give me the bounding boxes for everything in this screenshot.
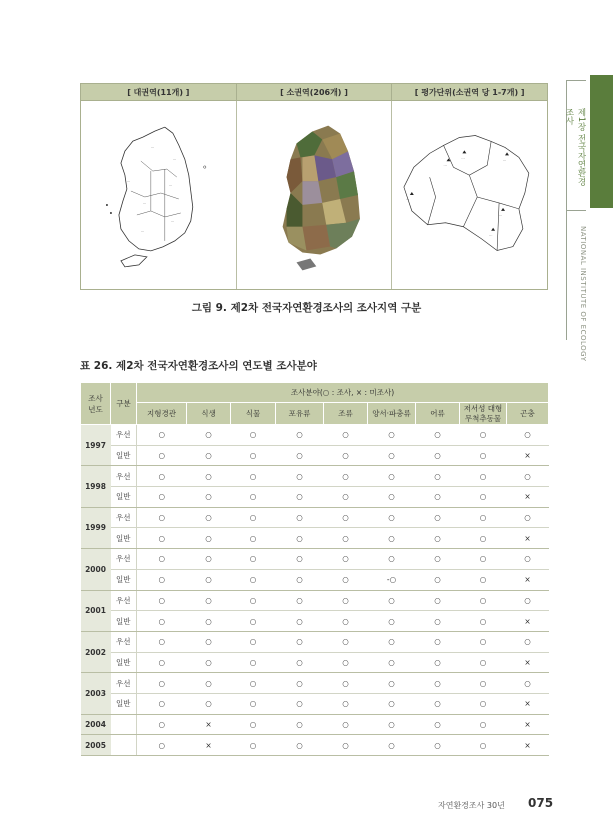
value-cell: × — [187, 714, 231, 735]
value-cell: ○ — [324, 714, 368, 735]
value-cell: ○ — [416, 673, 460, 694]
value-cell: ○ — [416, 487, 460, 508]
map-label: ··· — [126, 180, 131, 185]
value-cell: ○ — [187, 693, 231, 714]
value-cell: ○ — [276, 611, 324, 632]
value-cell: ○ — [137, 673, 187, 694]
kind-cell: 일반 — [111, 445, 137, 466]
value-cell: ○ — [276, 528, 324, 549]
value-cell: ○ — [137, 693, 187, 714]
table-row — [81, 590, 549, 611]
value-cell: ○ — [231, 652, 276, 673]
value-cell: ○ — [324, 693, 368, 714]
kind-cell: 우선 — [111, 507, 137, 528]
value-cell: ○ — [416, 735, 460, 756]
figure-header-row — [81, 84, 547, 101]
table-row — [81, 466, 549, 487]
value-cell: ○ — [368, 445, 416, 466]
value-cell: ○ — [276, 714, 324, 735]
value-cell: ○ — [416, 590, 460, 611]
value-cell: × — [507, 735, 549, 756]
small-basin-map-drawing — [237, 101, 392, 289]
value-cell: ○ — [137, 652, 187, 673]
value-cell: ○ — [231, 611, 276, 632]
map-label: ··· — [150, 146, 155, 151]
value-cell: ○ — [187, 528, 231, 549]
value-cell: ○ — [460, 735, 507, 756]
kind-cell: 일반 — [111, 487, 137, 508]
map-label: ··· — [170, 219, 175, 224]
kind-cell — [111, 714, 137, 735]
value-cell: ○ — [507, 466, 549, 487]
kind-cell: 우선 — [111, 631, 137, 652]
eval-unit-map-drawing — [392, 101, 547, 289]
kind-cell: 우선 — [111, 466, 137, 487]
value-cell: ○ — [187, 569, 231, 590]
value-cell: ○ — [368, 714, 416, 735]
value-cell: ○ — [137, 631, 187, 652]
value-cell: ○ — [460, 549, 507, 570]
value-cell: ○ — [460, 590, 507, 611]
value-cell: -○ — [368, 569, 416, 590]
value-cell: ○ — [368, 652, 416, 673]
value-cell: ○ — [324, 549, 368, 570]
kind-cell: 우선 — [111, 549, 137, 570]
year-cell: 2002 — [81, 631, 111, 672]
value-cell: ○ — [324, 673, 368, 694]
value-cell: ○ — [368, 466, 416, 487]
value-cell: ○ — [507, 590, 549, 611]
field-header: 포유류 — [276, 403, 324, 425]
value-cell: ○ — [507, 549, 549, 570]
year-cell: 2000 — [81, 549, 111, 590]
value-cell: ○ — [187, 549, 231, 570]
year-cell: 2003 — [81, 673, 111, 714]
table-row — [81, 569, 549, 590]
value-cell: ○ — [231, 735, 276, 756]
value-cell: ○ — [276, 487, 324, 508]
map-label: ··· — [406, 197, 410, 202]
value-cell: ○ — [460, 631, 507, 652]
value-cell: ○ — [231, 487, 276, 508]
value-cell: ○ — [231, 445, 276, 466]
value-cell: × — [187, 735, 231, 756]
field-group-header: 조사분야(○ : 조사, × : 미조사) — [137, 383, 549, 403]
year-cell: 1999 — [81, 507, 111, 548]
value-cell: ○ — [187, 445, 231, 466]
value-cell: ○ — [416, 466, 460, 487]
value-cell: ○ — [416, 569, 460, 590]
value-cell: ○ — [507, 425, 549, 446]
year-cell: 2001 — [81, 590, 111, 631]
value-cell: ○ — [276, 466, 324, 487]
value-cell: ○ — [460, 611, 507, 632]
table-row — [81, 549, 549, 570]
table-row — [81, 693, 549, 714]
page-number: 075 — [528, 796, 554, 810]
map-label: ··· — [489, 233, 493, 238]
value-cell: ○ — [276, 549, 324, 570]
kind-column-header: 구분 — [111, 383, 137, 425]
table-row — [81, 445, 549, 466]
value-cell: ○ — [137, 528, 187, 549]
figure-header-small-basin: [ 소권역(206개) ] — [236, 84, 392, 100]
value-cell: ○ — [276, 693, 324, 714]
kind-cell: 우선 — [111, 673, 137, 694]
value-cell: ○ — [187, 487, 231, 508]
kind-cell: 일반 — [111, 652, 137, 673]
field-header: 식생 — [187, 403, 231, 425]
value-cell: ○ — [187, 673, 231, 694]
value-cell: ○ — [460, 507, 507, 528]
field-header: 조류 — [324, 403, 368, 425]
value-cell: ○ — [187, 425, 231, 446]
value-cell: ○ — [416, 549, 460, 570]
value-cell: ○ — [231, 631, 276, 652]
value-cell: ○ — [137, 487, 187, 508]
value-cell: ○ — [137, 425, 187, 446]
value-cell: ○ — [368, 693, 416, 714]
value-cell: ○ — [460, 652, 507, 673]
value-cell: ○ — [276, 673, 324, 694]
value-cell: ○ — [231, 549, 276, 570]
table-row — [81, 673, 549, 694]
value-cell: ○ — [324, 652, 368, 673]
table-row — [81, 611, 549, 632]
value-cell: ○ — [368, 735, 416, 756]
value-cell: ○ — [416, 611, 460, 632]
institute-label: NATIONAL INSTITUTE OF ECOLOGY — [579, 226, 587, 362]
value-cell: ○ — [276, 507, 324, 528]
value-cell: ○ — [231, 569, 276, 590]
value-cell: ○ — [231, 673, 276, 694]
eval-unit-map — [391, 101, 547, 289]
kind-cell: 일반 — [111, 611, 137, 632]
year-cell: 1997 — [81, 425, 111, 466]
value-cell: ○ — [416, 507, 460, 528]
value-cell: ○ — [187, 466, 231, 487]
value-cell: × — [507, 445, 549, 466]
value-cell: ○ — [276, 569, 324, 590]
table-row — [81, 735, 549, 756]
value-cell: ○ — [416, 528, 460, 549]
value-cell: ○ — [368, 673, 416, 694]
table-row — [81, 714, 549, 735]
value-cell: ○ — [137, 714, 187, 735]
value-cell: ○ — [137, 507, 187, 528]
value-cell: ○ — [416, 631, 460, 652]
map-label: ··· — [499, 213, 503, 218]
table-row — [81, 487, 549, 508]
value-cell: ○ — [231, 528, 276, 549]
value-cell: ○ — [276, 652, 324, 673]
value-cell: ○ — [276, 735, 324, 756]
map-label: ··· — [140, 229, 145, 234]
value-cell: ○ — [368, 590, 416, 611]
value-cell: ○ — [324, 507, 368, 528]
value-cell: ○ — [324, 569, 368, 590]
map-label: ··· — [172, 158, 177, 163]
value-cell: ○ — [324, 445, 368, 466]
value-cell: × — [507, 611, 549, 632]
kind-cell: 우선 — [111, 425, 137, 446]
value-cell: ○ — [187, 507, 231, 528]
value-cell: ○ — [231, 693, 276, 714]
value-cell: ○ — [368, 425, 416, 446]
value-cell: × — [507, 652, 549, 673]
large-basin-map-drawing — [81, 101, 236, 289]
value-cell: ○ — [324, 466, 368, 487]
value-cell: ○ — [324, 735, 368, 756]
value-cell: ○ — [276, 425, 324, 446]
value-cell: × — [507, 569, 549, 590]
value-cell: ○ — [324, 425, 368, 446]
map-label: ··· — [443, 164, 448, 169]
value-cell: ○ — [187, 652, 231, 673]
field-header: 식물 — [231, 403, 276, 425]
value-cell: ○ — [460, 693, 507, 714]
value-cell: ○ — [460, 425, 507, 446]
table-row — [81, 507, 549, 528]
kind-cell — [111, 735, 137, 756]
value-cell: ○ — [137, 466, 187, 487]
kind-cell: 일반 — [111, 569, 137, 590]
value-cell: ○ — [187, 611, 231, 632]
value-cell: ○ — [460, 487, 507, 508]
survey-table — [80, 382, 549, 756]
field-header: 곤충 — [507, 403, 549, 425]
field-header: 저서성 대형 무척추동물 — [460, 403, 507, 425]
value-cell: ○ — [507, 631, 549, 652]
value-cell: ○ — [416, 693, 460, 714]
value-cell: ○ — [137, 569, 187, 590]
value-cell: ○ — [187, 590, 231, 611]
field-header: 어류 — [416, 403, 460, 425]
value-cell: × — [507, 693, 549, 714]
value-cell: ○ — [368, 631, 416, 652]
value-cell: ○ — [460, 445, 507, 466]
table-row — [81, 631, 549, 652]
chapter-tab — [590, 75, 613, 208]
map-label: ··· — [503, 158, 507, 163]
table-row — [81, 528, 549, 549]
value-cell: ○ — [137, 590, 187, 611]
map-label: ··· — [142, 201, 147, 206]
value-cell: ○ — [460, 466, 507, 487]
kind-cell: 일반 — [111, 528, 137, 549]
table-row — [81, 425, 549, 446]
year-cell: 1998 — [81, 466, 111, 507]
small-basin-map — [236, 101, 392, 289]
table-title: 표 26. 제2차 전국자연환경조사의 연도별 조사분야 — [80, 360, 317, 372]
value-cell: × — [507, 487, 549, 508]
value-cell: ○ — [368, 507, 416, 528]
kind-cell: 우선 — [111, 590, 137, 611]
value-cell: ○ — [137, 549, 187, 570]
field-header: 지형경관 — [137, 403, 187, 425]
value-cell: ○ — [187, 631, 231, 652]
table-row — [81, 652, 549, 673]
value-cell: ○ — [231, 714, 276, 735]
figure-header-large-basin: [ 대권역(11개) ] — [127, 88, 190, 97]
value-cell: ○ — [460, 569, 507, 590]
value-cell: ○ — [460, 714, 507, 735]
value-cell: ○ — [276, 445, 324, 466]
value-cell: ○ — [507, 507, 549, 528]
map-label: ··· — [168, 184, 173, 189]
large-basin-map — [81, 101, 236, 289]
value-cell: ○ — [137, 611, 187, 632]
figure-panel — [80, 83, 548, 290]
value-cell: ○ — [416, 652, 460, 673]
value-cell: ○ — [324, 611, 368, 632]
side-divider-cap — [566, 80, 586, 81]
value-cell: ○ — [324, 487, 368, 508]
year-column-header: 조사 년도 — [81, 383, 111, 425]
side-divider-mark — [566, 210, 586, 211]
value-cell: ○ — [231, 425, 276, 446]
value-cell: ○ — [460, 528, 507, 549]
value-cell: ○ — [416, 714, 460, 735]
field-header: 양서·파충류 — [368, 403, 416, 425]
value-cell: ○ — [137, 445, 187, 466]
value-cell: ○ — [416, 425, 460, 446]
value-cell: ○ — [231, 590, 276, 611]
value-cell: ○ — [416, 445, 460, 466]
value-cell: ○ — [231, 507, 276, 528]
value-cell: ○ — [368, 487, 416, 508]
value-cell: ○ — [276, 631, 324, 652]
figure-header-eval-unit: [ 평가단위(소권역 당 1-7개) ] — [391, 84, 547, 100]
value-cell: ○ — [324, 528, 368, 549]
value-cell: ○ — [324, 631, 368, 652]
value-cell: ○ — [231, 466, 276, 487]
map-label: ··· — [461, 156, 466, 161]
value-cell: × — [507, 714, 549, 735]
value-cell: ○ — [368, 611, 416, 632]
value-cell: ○ — [137, 735, 187, 756]
year-cell: 2004 — [81, 714, 111, 735]
value-cell: ○ — [507, 673, 549, 694]
value-cell: × — [507, 528, 549, 549]
value-cell: ○ — [276, 590, 324, 611]
value-cell: ○ — [368, 549, 416, 570]
value-cell: ○ — [368, 528, 416, 549]
chapter-label: 제1장 전국자연환경조사 — [564, 108, 586, 187]
kind-cell: 일반 — [111, 693, 137, 714]
value-cell: ○ — [460, 673, 507, 694]
figure-caption: 그림 9. 제2차 전국자연환경조사의 조사지역 구분 — [191, 302, 422, 314]
value-cell: ○ — [324, 590, 368, 611]
year-cell: 2005 — [81, 735, 111, 756]
footer-book-title: 자연환경조사 30년 — [438, 801, 505, 810]
